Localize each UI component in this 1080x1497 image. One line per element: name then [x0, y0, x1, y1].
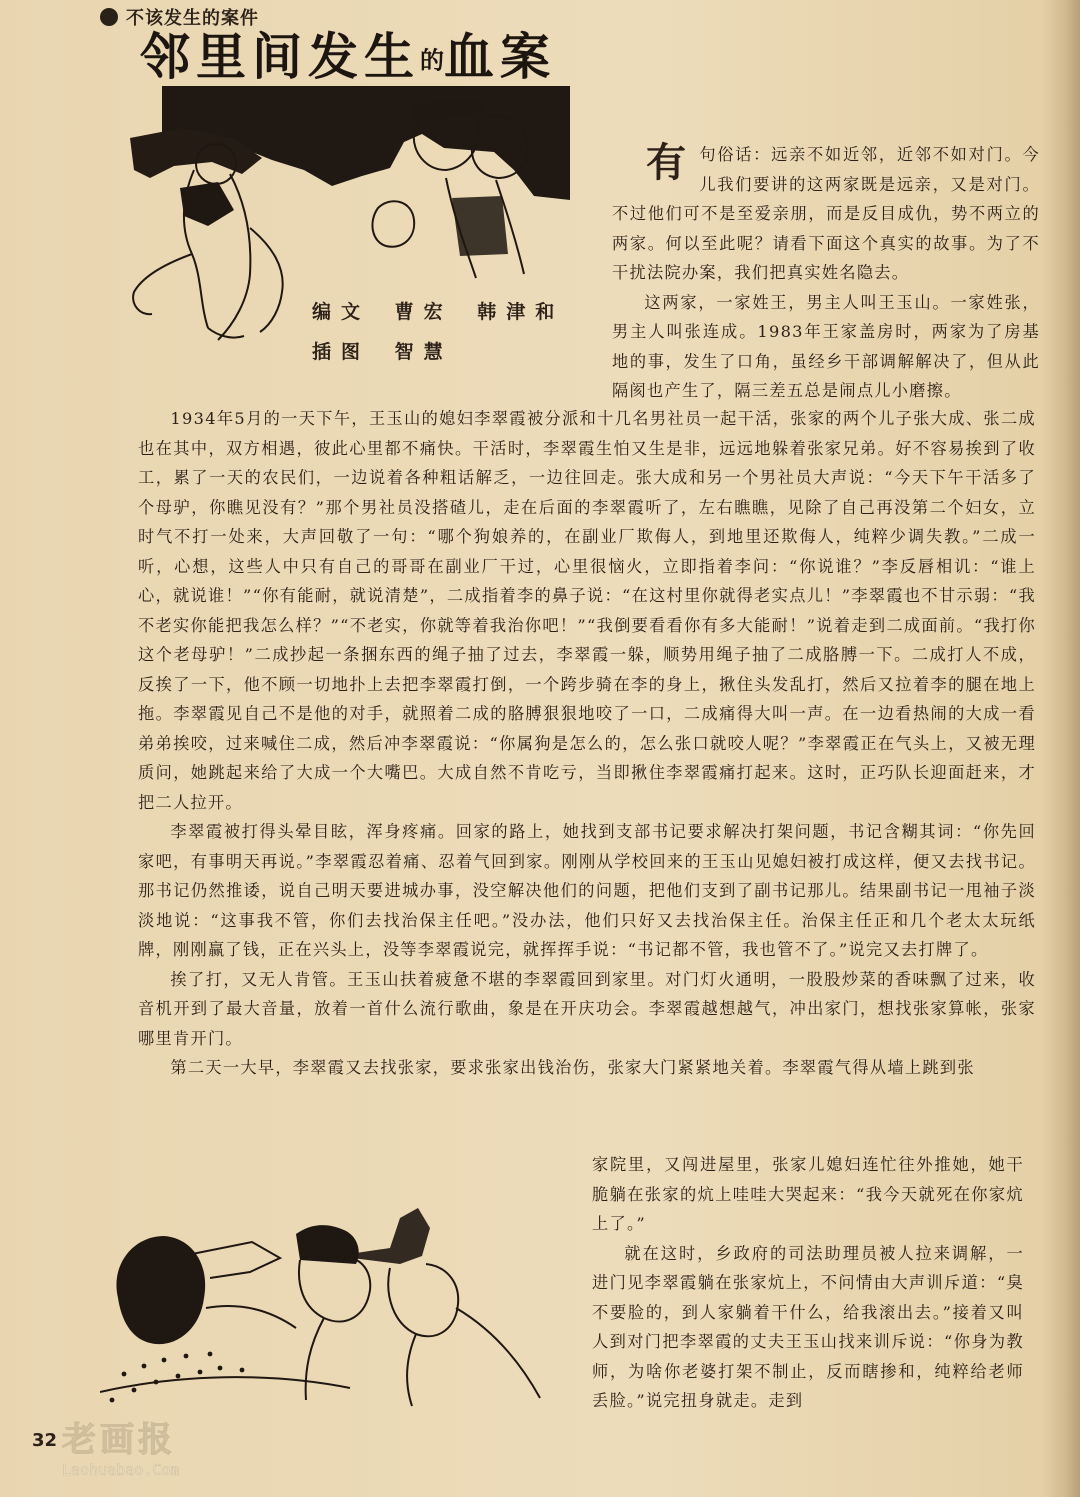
- main-body-text: [138, 404, 1036, 1152]
- headline-part-3: 血案: [444, 28, 556, 86]
- body-paragraph-7: 就在这时，乡政府的司法助理员被人拉来调解，一进门见李翠霞躺在张家炕上，不问情由大声训斥道：“臭不要脸的，到人家躺着干什么，给我滚出去。”接着又叫人到对门把李翠霞的丈夫王玉山找来训斥说：“你身为教师，为啥你老婆打架不制止，反而瞎掺和，纯粹给老师丢脸。”说完扭身就走。走到: [592, 1243, 1024, 1410]
- watermark: [62, 1420, 302, 1490]
- writer-role: 编文: [312, 301, 371, 323]
- headline-part-2: 的: [420, 46, 444, 75]
- intro-paragraph-1: 句俗话：远亲不如近邻，近邻不如对门。今儿我们要讲的这两家既是远亲，又是对门。不过他们可不是至爱亲朋，而是反目成仇，势不两立的两家。何以至此呢？请看下面这个真实的故事。为了不干扰法院办案，我们把真实姓名隐去。: [612, 145, 1040, 282]
- artist-credit: [312, 332, 602, 372]
- body-paragraph-5: 挨了打，又无人肯管。王玉山扶着疲惫不堪的李翠霞回到家里。对门灯火通明，一股股炒菜的香味飘了过来，收音机开到了最大音量，放着一首什么流行歌曲，象是在开庆功会。李翠霞越想越气，冲出家门，想找张家算帐，张家哪里肯开门。: [138, 969, 1036, 1048]
- watermark-url: Laohuabao.Com: [62, 1461, 180, 1479]
- body-paragraph-6b: 家院里，又闯进屋里，张家儿媳妇连忙往外推她，她干脆躺在张家的炕上哇哇大哭起来：“我今天就死在你家炕上了。”: [592, 1155, 1024, 1233]
- article-credits: [312, 292, 602, 372]
- page-spine-shadow: [1042, 0, 1080, 1497]
- body-paragraph-3: 1934年5月的一天下午，王玉山的媳妇李翠霞被分派和十几名男社员一起干活，张家的两个儿子张大成、张二成也在其中，双方相遇，彼此心里都不痛快。干活时，李翠霞生怕又生是非，远远地躲着张家兄弟。好不容易挨到了收工，累了一天的农民们，一边说着各种粗话解乏，一边往回走。张大成和另一个男社员大声说：“今天下午干活多了个母驴，你瞧见没有？”那个男社员没搭碴儿，走在后面的李翠霞听了，左右瞧瞧，见除了自己再没第二个妇女，立时气不打一处来，大声回敬了一句：“哪个狗娘养的，在副业厂欺侮人，到地里还欺侮人，纯粹少调失教。”二成一听，心想，这些人中只有自己的哥哥在副业厂干过，心里很恼火，立即指着李问：“你说谁？”李反唇相讥：“谁上心，就说谁！”“你有能耐，就说清楚”，二成指着李的鼻子说：“在这村里你就得老实点儿！”李翠霞也不甘示弱：“我不老实你能把我怎么样？”“不老实，你就等着我治你吧！”“我倒要看看你有多大能耐！”说着走到二成面前。“我打你这个老母驴！”二成抄起一条捆东西的绳子抽了过去，李翠霞一躲，顺势用绳子抽了二成胳膊一下。二成打人不成，反挨了一下，他不顾一切地扑上去把李翠霞打倒，一个跨步骑在李的身上，揪住头发乱打，然后又拉着李的腿在地上拖。李翠霞见自己不是他的对手，就照着二成的胳膊狠狠地咬了一口，二成痛得大叫一声。在一边看热闹的大成一看弟弟挨咬，过来喊住二成，然后冲李翠霞说：“你属狗是怎么的，怎么张口就咬人呢？”李翠霞正在气头上，又被无理质问，她跳起来给了大成一个大嘴巴。大成自然不肯吃亏，当即揪住李翠霞痛打起来。这时，正巧队长迎面赶来，才把二人拉开。: [138, 409, 1036, 812]
- headline-part-1: 邻里间发生: [140, 28, 420, 86]
- writer-name-1: 曹宏: [394, 301, 453, 323]
- column-tag-label: 不该发生的案件: [126, 8, 259, 29]
- intro-column: [612, 140, 1040, 412]
- writer-name-2: 韩津和: [477, 301, 565, 323]
- bullet-icon: [100, 8, 118, 26]
- drop-cap: 有: [646, 140, 688, 186]
- artist-role: 插图: [312, 341, 371, 363]
- watermark-logo: 老画报: [62, 1420, 176, 1460]
- page-number: 32: [32, 1430, 58, 1451]
- bottom-illustration: [100, 1178, 580, 1410]
- artist-name: 智慧: [394, 341, 453, 363]
- writer-credit: [312, 292, 602, 332]
- body-paragraph-6a: 第二天一大早，李翠霞又去找张家，要求张家出钱治伤，张家大门紧紧地关着。李翠霞气得从墙上跳到张: [170, 1058, 975, 1077]
- lower-right-column: [592, 1150, 1024, 1422]
- intro-paragraph-2: 这两家，一家姓王，男主人叫王玉山。一家姓张，男主人叫张连成。1983年王家盖房时，两家为了房基地的事，发生了口角，虽经乡干部调解解决了，但从此隔阂也产生了，隔三差五总是闹点儿小磨擦。: [612, 292, 1040, 400]
- body-paragraph-4: 李翠霞被打得头晕目眩，浑身疼痛。回家的路上，她找到支部书记要求解决打架问题，书记含糊其词：“你先回家吧，有事明天再说。”李翠霞忍着痛、忍着气回到家。刚刚从学校回来的王玉山见媳妇被打成这样，便又去找书记。那书记仍然推诿，说自己明天要进城办事，没空解决他们的问题，把他们支到了副书记那儿。结果副书记一甩袖子淡淡地说：“这事我不管，你们去找治保主任吧。”没办法，他们只好又去找治保主任。治保主任正和几个老太太玩纸牌，刚刚赢了钱，正在兴头上，没等李翠霞说完，就挥挥手说：“书记都不管，我也管不了。”说完又去打牌了。: [138, 822, 1036, 959]
